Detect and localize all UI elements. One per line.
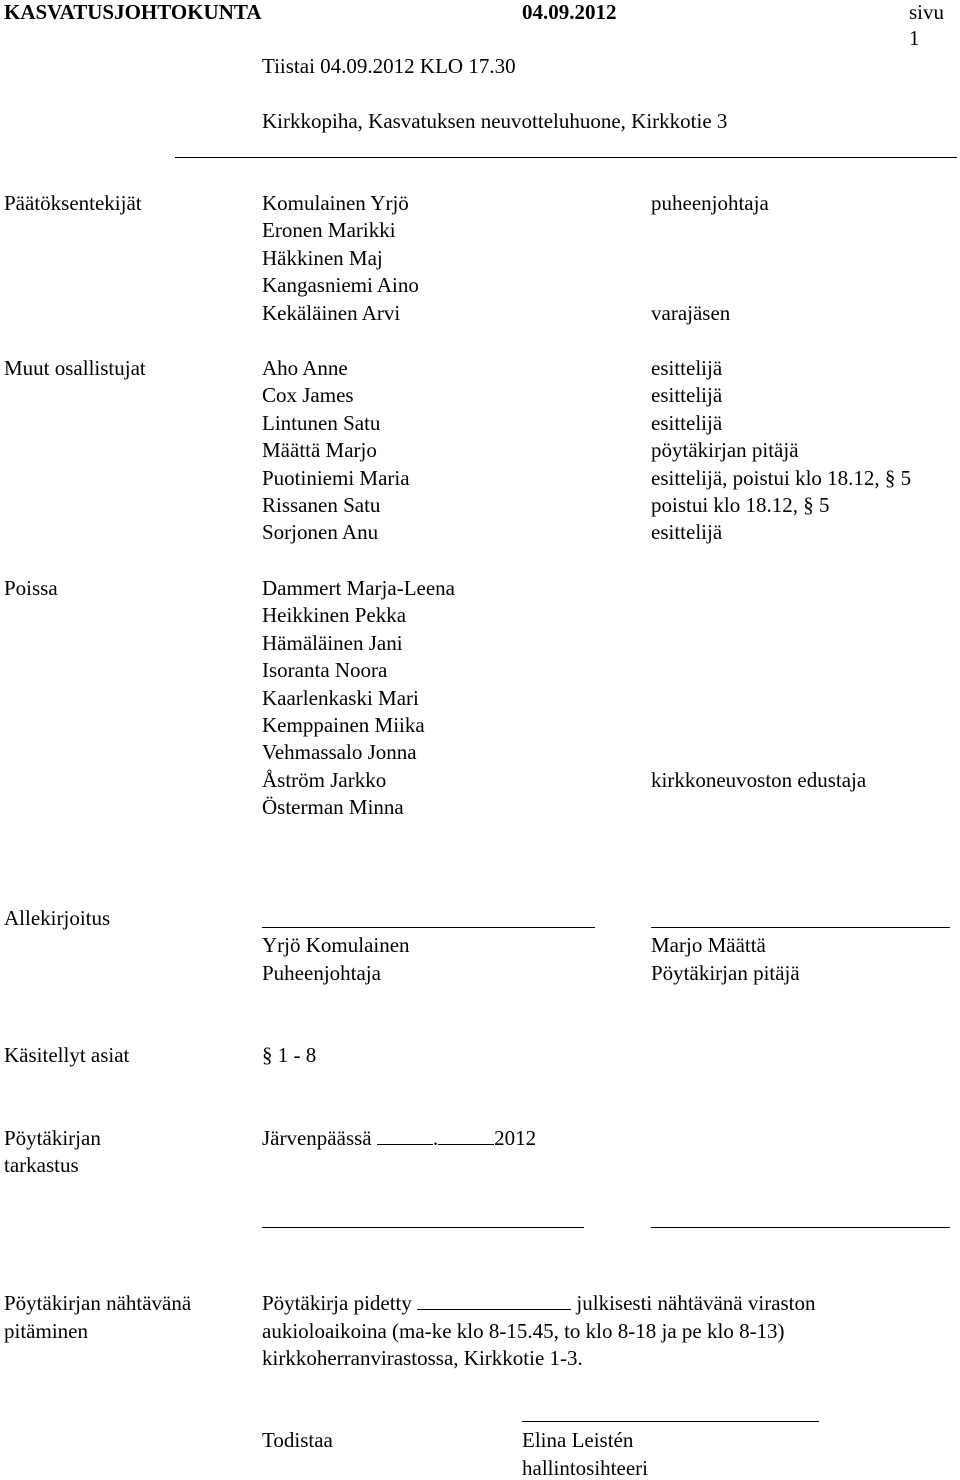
role-item [651, 603, 866, 630]
handled-items-label: Käsitellyt asiat [4, 1043, 130, 1067]
meeting-location: Kirkkopiha, Kasvatuksen neuvotteluhuone, Kirkkotie 3 [262, 109, 728, 133]
attestation-signature-line [522, 1421, 819, 1422]
meeting-time: Tiistai 04.09.2012 KLO 17.30 [262, 54, 516, 78]
reviewer-signature-line-left [262, 1227, 584, 1228]
decision-makers-roles [651, 191, 769, 328]
role-item [651, 246, 769, 273]
decision-makers-names [262, 191, 419, 328]
review-label-line2: tarkastus [4, 1153, 79, 1177]
display-text-line1 [262, 1291, 816, 1315]
secretary-name: Marjo Määttä [651, 933, 766, 957]
role-item: varajäsen [651, 300, 731, 325]
list-item: Puotiniemi Maria [262, 465, 410, 490]
display-label-line2: pitäminen [4, 1319, 88, 1343]
role-item [651, 218, 769, 245]
handled-items-value: § 1 - 8 [262, 1043, 317, 1067]
role-item: poistui klo 18.12, § 5 [651, 492, 830, 517]
list-item: Eronen Marikki [262, 218, 396, 243]
attestation-name: Elina Leistén [522, 1428, 634, 1452]
role-item: esittelijä [651, 356, 723, 380]
list-item: Komulainen Yrjö [262, 191, 409, 215]
list-item: Heikkinen Pekka [262, 603, 407, 628]
list-item: Isoranta Noora [262, 658, 388, 683]
list-item: Kangasniemi Aino [262, 273, 419, 298]
review-month-blank [438, 1126, 494, 1145]
list-item: Lintunen Satu [262, 410, 381, 435]
list-item: Kekäläinen Arvi [262, 300, 401, 325]
signatures-label: Allekirjoitus [4, 906, 111, 930]
display-date-blank [417, 1291, 571, 1310]
review-date-line [262, 1126, 536, 1150]
page-number: 1 [909, 26, 920, 50]
role-item [651, 658, 866, 685]
other-participants-label: Muut osallistujat [4, 356, 146, 380]
page-label: sivu [909, 0, 945, 24]
signature-line-secretary [651, 927, 950, 928]
list-item: Määttä Marjo [262, 438, 377, 463]
role-item [651, 686, 866, 713]
list-item: Rissanen Satu [262, 492, 381, 517]
list-item: Kemppainen Miika [262, 712, 425, 737]
chair-title: Puheenjohtaja [262, 961, 381, 985]
list-item: Österman Minna [262, 795, 404, 820]
role-item: esittelijä [651, 410, 723, 435]
display-text-before: Pöytäkirja pidetty [262, 1291, 412, 1315]
secretary-title: Pöytäkirjan pitäjä [651, 961, 800, 985]
role-item: puheenjohtaja [651, 191, 769, 215]
list-item: Aho Anne [262, 356, 348, 380]
list-item: Cox James [262, 383, 354, 408]
review-year: 2012 [494, 1126, 537, 1150]
other-participants-roles [651, 356, 911, 548]
review-separator: . [432, 1126, 439, 1150]
decision-makers-label: Päätöksentekijät [4, 191, 142, 215]
absent-names [262, 576, 455, 823]
display-text-after: julkisesti nähtävänä viraston [576, 1291, 816, 1315]
header-divider [175, 157, 957, 158]
absent-label: Poissa [4, 576, 58, 600]
signature-line-chair [262, 927, 595, 928]
role-item [651, 576, 866, 603]
role-item [651, 795, 866, 822]
role-item [651, 713, 866, 740]
attestation-label: Todistaa [262, 1428, 333, 1452]
attestation-title: hallintosihteeri [522, 1456, 648, 1480]
list-item: Häkkinen Maj [262, 245, 383, 270]
review-place: Järvenpäässä [262, 1126, 372, 1150]
chair-name: Yrjö Komulainen [262, 933, 410, 957]
role-item: esittelijä, poistui klo 18.12, § 5 [651, 465, 912, 490]
list-item: Sorjonen Anu [262, 520, 379, 545]
display-text-line2: aukioloaikoina (ma-ke klo 8-15.45, to klo 8-18 ja pe klo 8-13) [262, 1319, 785, 1343]
role-item: kirkkoneuvoston edustaja [651, 767, 867, 792]
other-participants-names [262, 356, 410, 548]
absent-roles [651, 576, 866, 823]
role-item [651, 631, 866, 658]
role-item [651, 273, 769, 300]
list-item: Vehmassalo Jonna [262, 740, 417, 765]
list-item: Kaarlenkaski Mari [262, 685, 419, 710]
review-label-line1: Pöytäkirjan [4, 1126, 101, 1150]
organization-name: KASVATUSJOHTOKUNTA [4, 0, 262, 24]
list-item: Dammert Marja-Leena [262, 576, 455, 600]
reviewer-signature-line-right [651, 1227, 950, 1228]
display-label-line1: Pöytäkirjan nähtävänä [4, 1291, 192, 1315]
list-item: Hämäläinen Jani [262, 630, 403, 655]
role-item: esittelijä [651, 383, 723, 408]
role-item [651, 740, 866, 767]
role-item: pöytäkirjan pitäjä [651, 438, 799, 463]
display-text-line3: kirkkoherranvirastossa, Kirkkotie 1-3. [262, 1346, 583, 1370]
list-item: Åström Jarkko [262, 767, 387, 792]
header-date: 04.09.2012 [522, 0, 617, 24]
review-day-blank [377, 1126, 433, 1145]
role-item: esittelijä [651, 520, 723, 545]
